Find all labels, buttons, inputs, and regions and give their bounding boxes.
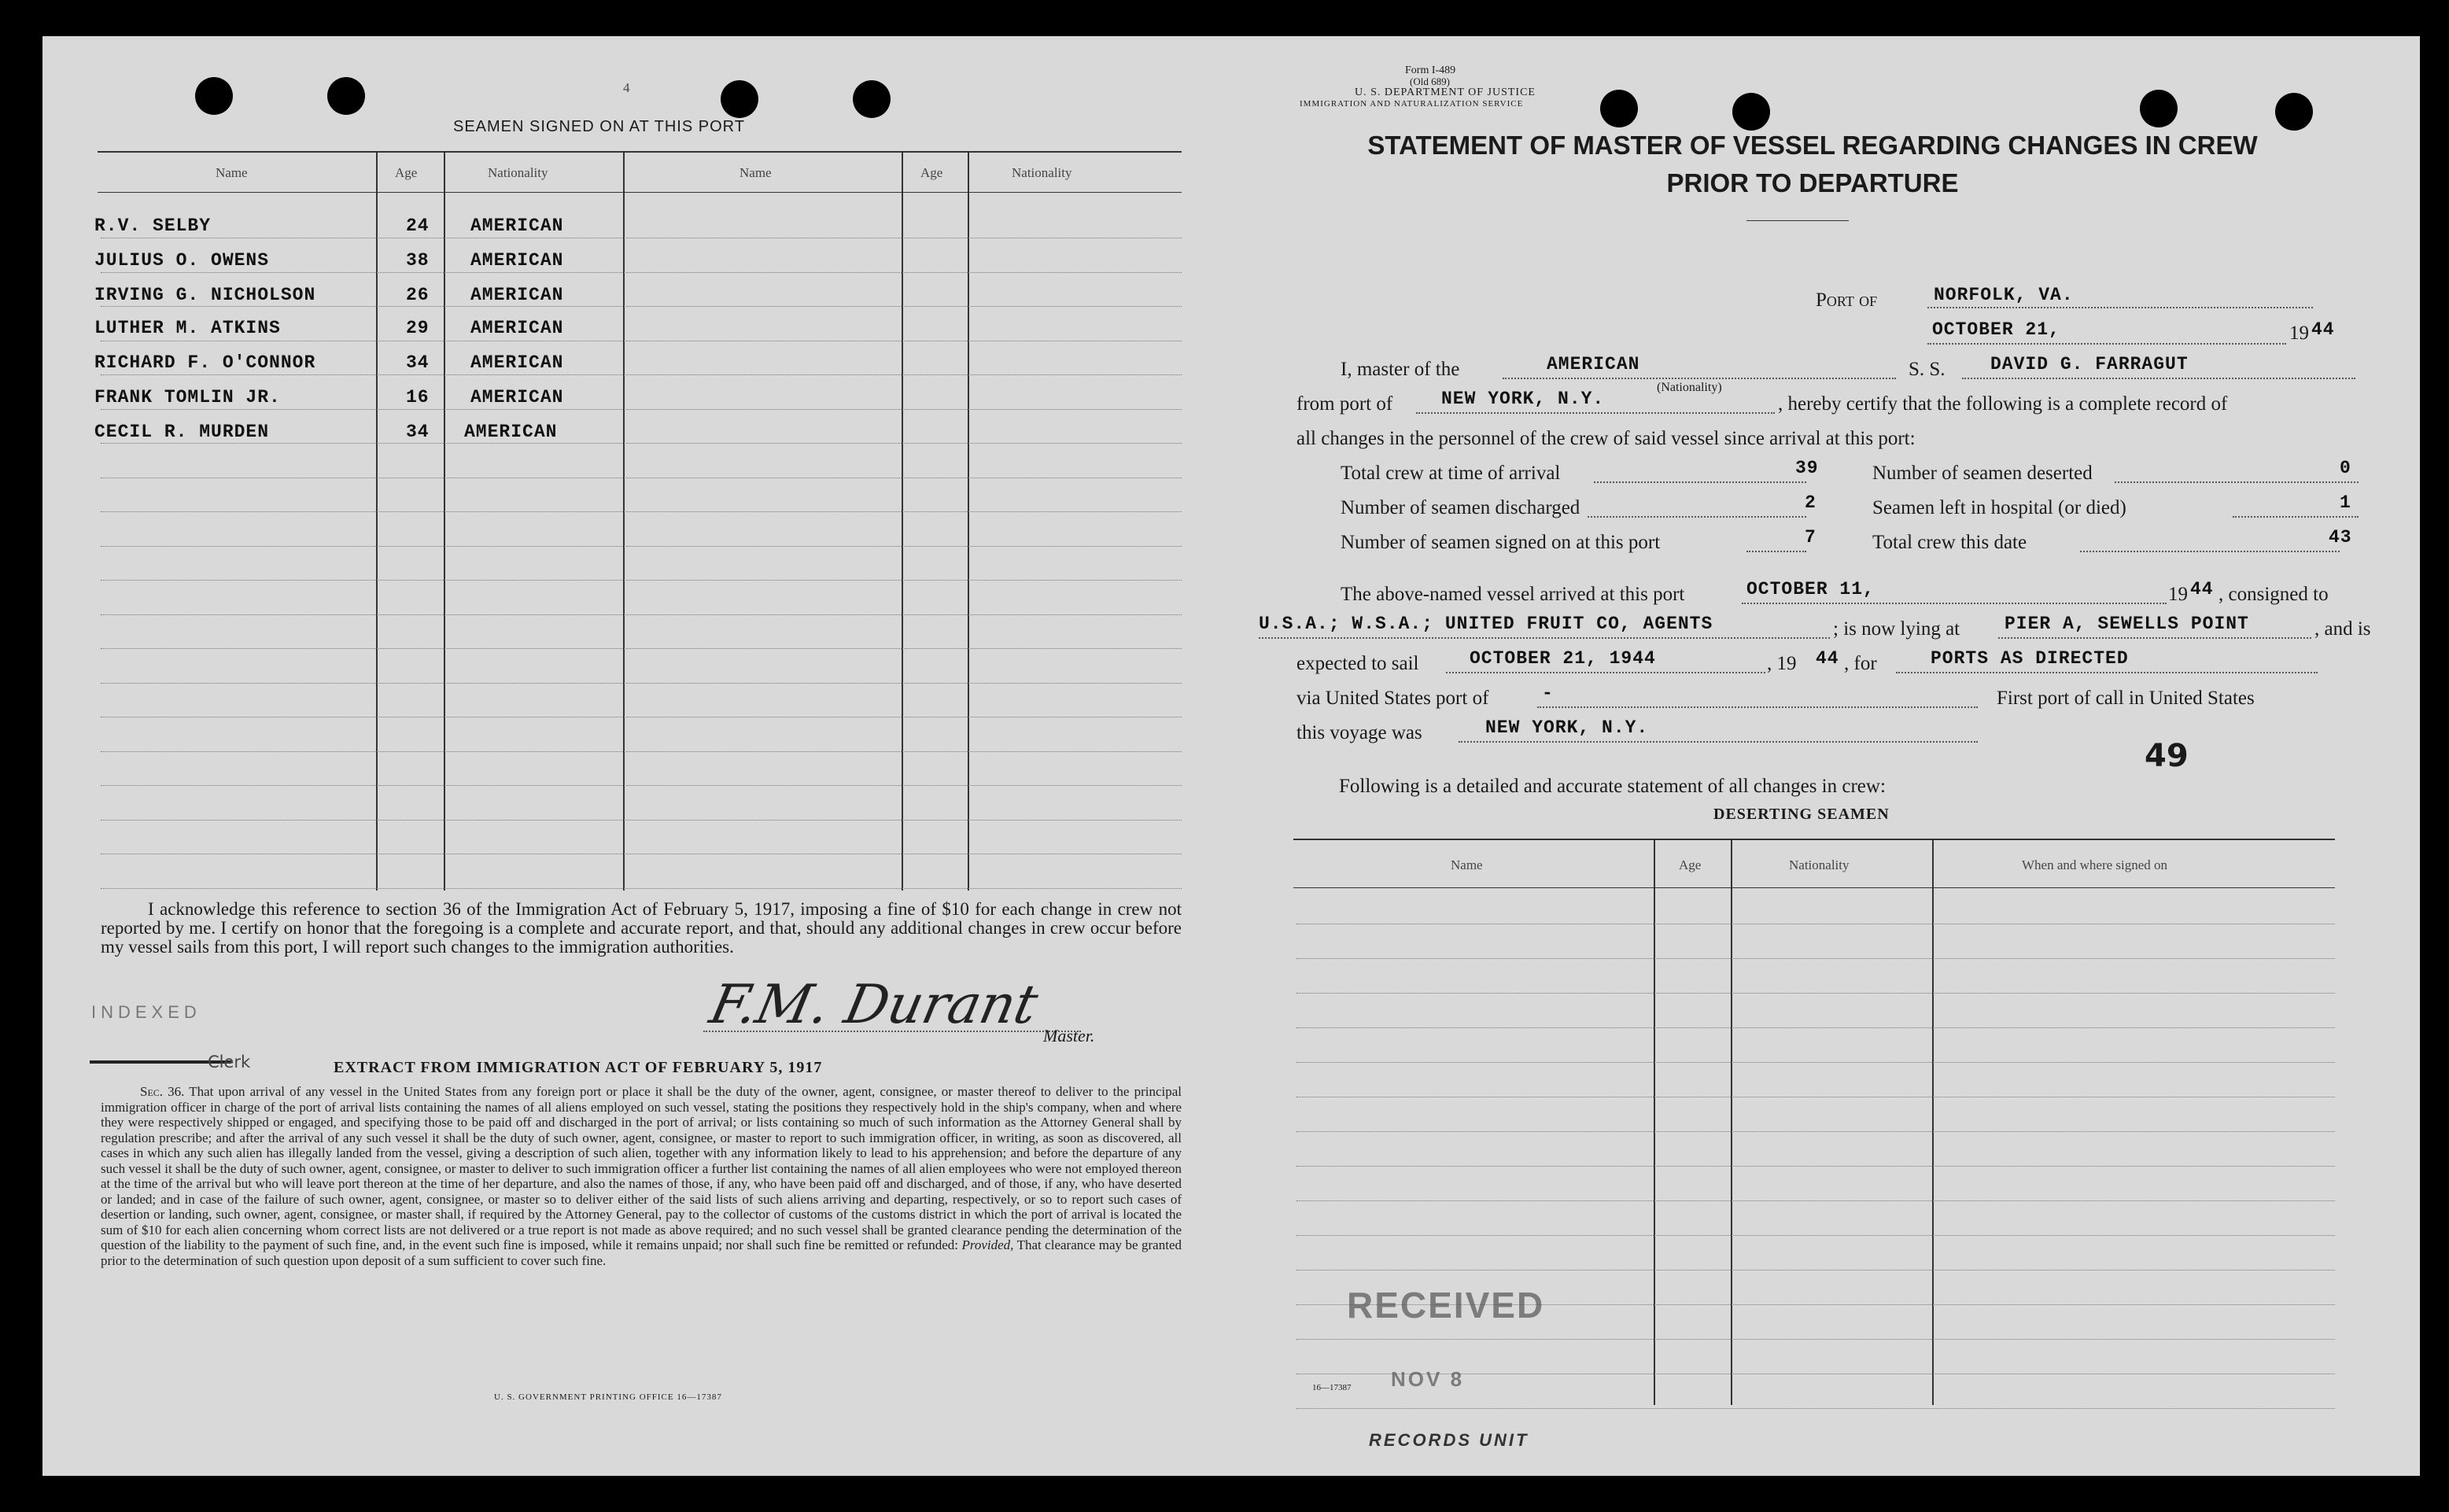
deserting-header-nationality: Nationality xyxy=(1789,857,1850,872)
expected-line xyxy=(1446,672,1765,673)
extract-title: EXTRACT FROM IMMIGRATION ACT OF FEBRUARY 5, 1917 xyxy=(334,1059,823,1076)
deserting-header-age: Age xyxy=(1679,857,1702,872)
ruled-line xyxy=(1296,1131,2335,1132)
stat-label: Number of seamen discharged xyxy=(1341,497,1580,518)
deserting-title: DESERTING SEAMEN xyxy=(1713,806,1890,823)
table-header-rule xyxy=(98,192,1182,193)
first-port-line xyxy=(1459,741,1978,743)
acknowledgement-text: I acknowledge this reference to section 36 of the Immigration Act of February 5, 1917, imposing a fine of $10 for each change in crew not reported by me. I certify on honor that the foregoing is a complete and accurate report, and that, should any additional changes in crew occur before my vessel sails from this port, I will report such changes to the immigration authorities. xyxy=(101,899,1182,957)
stat-leader xyxy=(2080,551,2340,552)
column-header-nationality: Nationality xyxy=(488,165,548,180)
extract-text xyxy=(101,1084,1182,1268)
port-value: NORFOLK, VA. xyxy=(1934,285,2074,305)
column-header-name-2: Name xyxy=(739,165,772,180)
via-value: - xyxy=(1542,683,1554,703)
seaman-age: 29 xyxy=(406,318,430,338)
ruled-line xyxy=(1296,1339,2335,1340)
date-line xyxy=(1927,343,2286,345)
stat-leader xyxy=(1746,551,1806,552)
records-unit-stamp: RECORDS UNIT xyxy=(1369,1430,1529,1450)
form-number: Form I-489 xyxy=(1405,65,1456,76)
stat-label: Total crew this date xyxy=(1872,532,2027,553)
consignee-line xyxy=(1259,637,1830,639)
expected-date: OCTOBER 21, 1944 xyxy=(1470,648,1656,669)
seaman-nationality: AMERICAN xyxy=(470,216,564,236)
ruled-line xyxy=(1296,1166,2335,1167)
ruled-line xyxy=(1296,1027,2335,1028)
stat-leader xyxy=(2233,516,2359,518)
punch-hole xyxy=(2275,93,2313,131)
punch-hole xyxy=(853,80,891,118)
date-value: OCTOBER 21, xyxy=(1932,319,2060,340)
nationality-line xyxy=(1503,378,1896,379)
certify-text-2: all changes in the personnel of the crew of said vessel since arrival at this port: xyxy=(1296,428,1916,449)
from-port-label: from port of xyxy=(1296,393,1393,415)
consignee-value: U.S.A.; W.S.A.; UNITED FRUIT CO, AGENTS xyxy=(1259,614,1713,634)
punch-hole xyxy=(327,77,365,115)
extract-provided: Provided, xyxy=(961,1237,1014,1252)
deserting-table-top-rule xyxy=(1293,839,2335,840)
port-label: Port of xyxy=(1816,289,1878,311)
indexed-stamp: INDEXED xyxy=(91,1002,201,1022)
punch-hole xyxy=(195,77,233,115)
column-header-age-2: Age xyxy=(920,165,943,180)
stat-value: 1 xyxy=(2340,492,2351,513)
ruled-line xyxy=(101,785,1182,786)
table-top-rule xyxy=(98,151,1182,153)
column-divider xyxy=(444,151,445,891)
for-label: , for xyxy=(1844,653,1877,674)
ruled-line xyxy=(101,409,1182,410)
ruled-line xyxy=(1296,958,2335,959)
ruled-line xyxy=(101,511,1182,512)
column-header-age: Age xyxy=(395,165,418,180)
seaman-age: 38 xyxy=(406,250,430,271)
expected-label: expected to sail xyxy=(1296,653,1419,674)
clerk-label: Clerk xyxy=(208,1053,251,1071)
punch-hole xyxy=(721,80,758,118)
lying-at-line xyxy=(1998,637,2311,639)
arrived-date: OCTOBER 11, xyxy=(1746,579,1875,599)
seaman-nationality: AMERICAN xyxy=(470,352,564,373)
destination-value: PORTS AS DIRECTED xyxy=(1931,648,2129,669)
service-name: IMMIGRATION AND NATURALIZATION SERVICE xyxy=(1300,99,1524,109)
stat-leader xyxy=(2115,481,2359,483)
arrived-year-prefix: 19 xyxy=(2168,584,2188,605)
seaman-name: LUTHER M. ATKINS xyxy=(94,318,281,338)
stat-label: Seamen left in hospital (or died) xyxy=(1872,497,2126,518)
column-divider xyxy=(902,151,903,891)
form-old-number: (Old 689) xyxy=(1410,76,1450,87)
nationality-caption: (Nationality) xyxy=(1657,381,1722,394)
destination-line xyxy=(1896,672,2318,673)
extract-body: That upon arrival of any vessel in the United States from any foreign port or place it shall be the duty of the owner, agent, consignee, or master thereof to deliver to the principal immigration officer in charge of the port of arrival lists containing the names of all aliens employed on such vessel, stating the positions they respectively hold in the ship's company, when and where they were respectively shipped or engaged, and specifying those to be paid off and discharged in the port of arrival; or lists containing so much of such information as the Attorney General shall by regulation prescribe; and after the arrival of any such vessel it shall be the duty of such owner, agent, consignee, or master to report to such immigration officer, in writing, as soon as discovered, all cases in which any such alien has illegally landed from the vessel, giving a description of such alien, together with any information likely to lead to his apprehension; and before the departure of any such vessel it shall be the duty of such owner, agent, consignee, or master to deliver to such immigration officer a further list containing the names of all alien employees who were not employed thereon at the time of the arrival but who will leave port thereon at the time of her departure, and also the names of those, if any, who have been paid off and discharged, and of those, if any, who have deserted or landed; and in case of the failure of such owner, agent, consignee, or master so to deliver either of the said lists of such aliens arriving and departing, respectively, or so to report such cases of desertion or landing, such owner, agent, consignee, or master shall, if required by the Attorney General, pay to the collector of customs of the customs district in which the port of arrival is located the sum of $10 for each alien concerning whom correct lists are not delivered or a true report is not made as above required; and no such vessel shall be granted clearance pending the determination of the question of the liability to the payment of such fine, and, in the event such fine is imposed, while it remains unpaid; nor shall such fine be remitted or refunded: xyxy=(101,1084,1182,1252)
column-header-nationality-2: Nationality xyxy=(1012,165,1072,180)
stat-label: Number of seamen deserted xyxy=(1872,463,2093,484)
seaman-age: 26 xyxy=(406,285,430,305)
vessel-line xyxy=(1962,378,2355,379)
handwritten-number: 49 xyxy=(2145,738,2189,774)
expected-year: 44 xyxy=(1816,648,1839,669)
master-label: Master. xyxy=(1043,1026,1095,1045)
nationality-value: AMERICAN xyxy=(1547,354,1640,374)
ruled-line xyxy=(101,820,1182,821)
and-is-label: , and is xyxy=(2314,618,2371,640)
master-of-the-label: I, master of the xyxy=(1341,359,1460,380)
column-header-name: Name xyxy=(216,165,248,180)
ruled-line xyxy=(1296,1200,2335,1201)
ruled-line xyxy=(1296,1235,2335,1236)
form-code: 16—17387 xyxy=(1312,1383,1352,1392)
extract-section: Sec. 36. xyxy=(140,1084,185,1099)
consigned-to-label: , consigned to xyxy=(2218,584,2329,605)
stat-value: 39 xyxy=(1795,458,1819,478)
first-port-label: First port of call in United States xyxy=(1997,688,2255,709)
lying-at-value: PIER A, SEWELLS POINT xyxy=(2005,614,2249,634)
ruled-line xyxy=(101,580,1182,581)
first-port-value: NEW YORK, N.Y. xyxy=(1485,717,1649,738)
ruled-line xyxy=(101,443,1182,444)
document-sheet xyxy=(42,36,2420,1476)
certify-text: , hereby certify that the following is a complete record of xyxy=(1778,393,2228,415)
signature-line xyxy=(703,1031,1081,1032)
port-line xyxy=(1927,307,2313,308)
via-label: via United States port of xyxy=(1296,688,1489,709)
vessel-name: DAVID G. FARRAGUT xyxy=(1990,354,2189,374)
seaman-name: R.V. SELBY xyxy=(94,216,212,236)
lying-at-label: ; is now lying at xyxy=(1833,618,1960,640)
ruled-line xyxy=(1296,993,2335,994)
deserting-table-header-rule xyxy=(1293,887,2335,888)
ruled-line xyxy=(101,272,1182,273)
seaman-age: 34 xyxy=(406,422,430,442)
master-signature: F.M. Durant xyxy=(704,974,1043,1036)
department-name: U. S. DEPARTMENT OF JUSTICE xyxy=(1355,87,1536,98)
title-underline xyxy=(1746,220,1849,221)
year-prefix: 19 xyxy=(2289,323,2309,344)
received-date-stamp: NOV 8 xyxy=(1391,1367,1465,1391)
seaman-name: IRVING G. NICHOLSON xyxy=(94,285,316,305)
form-title-line2: PRIOR TO DEPARTURE xyxy=(1666,168,1959,197)
seaman-nationality: AMERICAN xyxy=(470,387,564,408)
seaman-nationality: AMERICAN xyxy=(464,422,558,442)
seaman-nationality: AMERICAN xyxy=(470,285,564,305)
seaman-nationality: AMERICAN xyxy=(470,250,564,271)
arrived-year: 44 xyxy=(2190,579,2214,599)
arrived-text: The above-named vessel arrived at this port xyxy=(1341,584,1685,605)
seaman-age: 16 xyxy=(406,387,430,408)
page-number: 4 xyxy=(623,80,630,95)
punch-hole xyxy=(2140,90,2178,127)
column-divider xyxy=(968,151,969,891)
ruled-line xyxy=(101,546,1182,547)
column-divider xyxy=(376,151,378,891)
printer-line: U. S. GOVERNMENT PRINTING OFFICE 16—17387 xyxy=(494,1392,722,1402)
stat-leader xyxy=(1594,481,1806,483)
ruled-line xyxy=(1296,1062,2335,1063)
stat-label: Number of seamen signed on at this port xyxy=(1341,532,1661,553)
arrived-line xyxy=(1742,603,2167,604)
left-page-title: SEAMEN SIGNED ON AT THIS PORT xyxy=(453,118,745,135)
ruled-line xyxy=(101,888,1182,889)
from-port-line xyxy=(1416,412,1775,414)
following-text: Following is a detailed and accurate statement of all changes in crew: xyxy=(1339,776,1886,797)
stat-value: 43 xyxy=(2329,527,2352,548)
seaman-age: 24 xyxy=(406,216,430,236)
seaman-name: JULIUS O. OWENS xyxy=(94,250,270,271)
expected-year-prefix: , 19 xyxy=(1767,653,1797,674)
ruled-line xyxy=(101,751,1182,752)
this-voyage-label: this voyage was xyxy=(1296,722,1422,743)
deserting-header-name: Name xyxy=(1451,857,1483,872)
seaman-name: RICHARD F. O'CONNOR xyxy=(94,352,316,373)
extract-end: That clearance may be granted prior to the determination of such question upon deposit of a sum sufficient to cover such fine. xyxy=(101,1237,1182,1268)
ruled-line xyxy=(101,306,1182,307)
form-title-line1: STATEMENT OF MASTER OF VESSEL REGARDING CHANGES IN CREW xyxy=(1367,131,2258,160)
ruled-line xyxy=(101,683,1182,684)
ruled-line xyxy=(1296,1408,2335,1409)
punch-hole xyxy=(1732,93,1770,131)
ruled-line xyxy=(101,648,1182,649)
ruled-line xyxy=(101,614,1182,615)
seaman-age: 34 xyxy=(406,352,430,373)
seaman-name: CECIL R. MURDEN xyxy=(94,422,270,442)
received-stamp: RECEIVED xyxy=(1347,1285,1545,1326)
ss-label: S. S. xyxy=(1909,359,1946,380)
ruled-line xyxy=(101,374,1182,375)
deserting-header-signed-on: When and where signed on xyxy=(2022,857,2168,872)
column-divider xyxy=(623,151,625,891)
year-value: 44 xyxy=(2311,319,2335,340)
stat-value: 2 xyxy=(1805,492,1816,513)
via-line xyxy=(1537,706,1978,708)
stat-value: 7 xyxy=(1805,527,1816,548)
seaman-nationality: AMERICAN xyxy=(470,318,564,338)
seaman-name: FRANK TOMLIN JR. xyxy=(94,387,281,408)
from-port-value: NEW YORK, N.Y. xyxy=(1441,389,1605,409)
punch-hole xyxy=(1600,90,1638,127)
stat-leader xyxy=(1588,516,1806,518)
stat-label: Total crew at time of arrival xyxy=(1341,463,1561,484)
stat-value: 0 xyxy=(2340,458,2351,478)
